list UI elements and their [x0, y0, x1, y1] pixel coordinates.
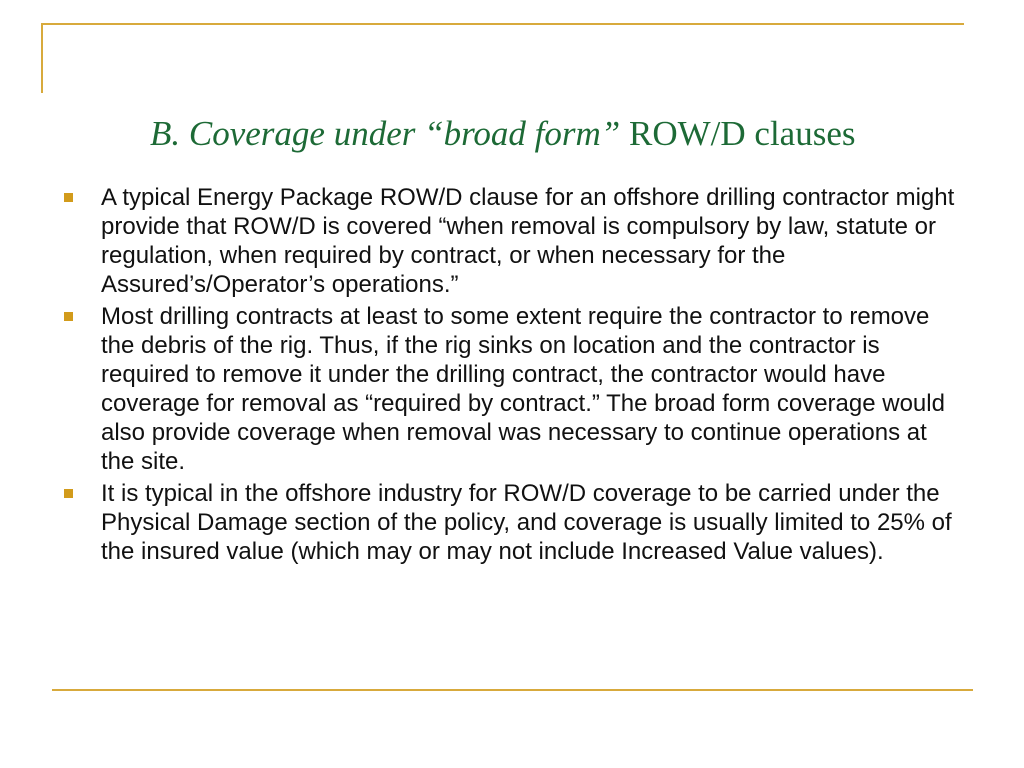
- title-prefix: B. Coverage under: [150, 114, 425, 153]
- title-quoted-term: broad form: [443, 114, 601, 153]
- title-close-quote: ”: [600, 114, 621, 153]
- title-open-quote: “: [424, 114, 444, 153]
- slide-title: [150, 110, 980, 158]
- left-rule: [41, 23, 43, 93]
- square-bullet-icon: [64, 312, 73, 321]
- bullet-text: A typical Energy Package ROW/D clause for an offshore drilling contractor might provide that ROW/D is covered “when removal is compulsory by law, statute or regulation, when required by contract, or when necessary for the Assured’s/Operator’s operations.”: [101, 184, 955, 298]
- top-rule: [41, 23, 964, 25]
- title-suffix: ROW/D clauses: [620, 114, 856, 153]
- bullet-text: It is typical in the offshore industry for ROW/D coverage to be carried under the Physical Damage section of the policy, and coverage is usually limited to 25% of the insured value (which may or may not include Increased Value values).: [101, 480, 952, 565]
- bullet-text: Most drilling contracts at least to some extent require the contractor to remove the debris of the rig. Thus, if the rig sinks on location and the contractor is required to remove it under the drilling contract, the contractor would have coverage for removal as “required by contract.” The broad form coverage would also provide coverage when removal was necessary to continue operations at the site.: [101, 303, 945, 475]
- bullet-list: [64, 183, 964, 569]
- bullet-item: [64, 302, 964, 476]
- bullet-item: [64, 183, 964, 299]
- square-bullet-icon: [64, 489, 73, 498]
- square-bullet-icon: [64, 193, 73, 202]
- bullet-item: [64, 479, 964, 566]
- bottom-rule: [52, 689, 973, 691]
